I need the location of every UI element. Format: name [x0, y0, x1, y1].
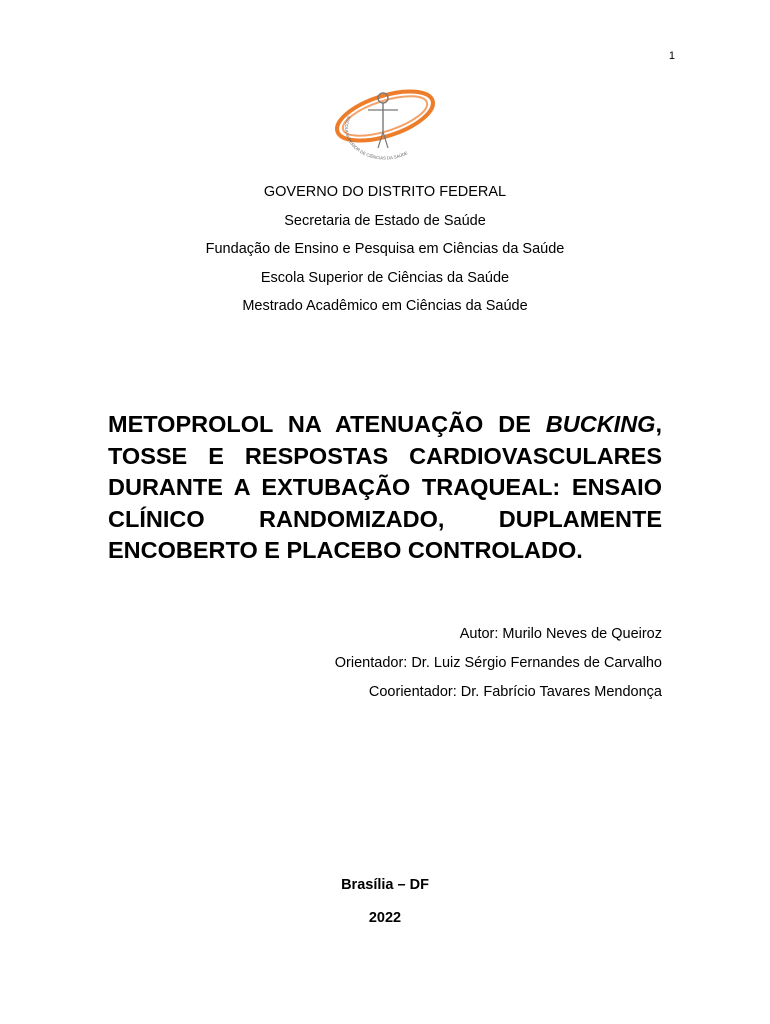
coadvisor-name: Coorientador: Dr. Fabrício Tavares Mendonça	[368, 684, 662, 700]
advisor-name: Orientador: Dr. Luiz Sérgio Fernandes de Carvalho	[334, 655, 662, 671]
title-line-1-suffix: ,	[655, 411, 662, 437]
institution-secretariat: Secretaria de Estado de Saúde	[284, 212, 486, 229]
institution-header	[0, 178, 770, 321]
author-name: Autor: Murilo Neves de Queiroz	[459, 626, 662, 642]
svg-text:ESCOLA SUPERIOR DE CIÊNCIAS DA: ESCOLA SUPERIOR DE CIÊNCIAS DA SAÚDE	[343, 115, 409, 161]
escs-logo-icon	[330, 82, 440, 162]
title-line-2: TOSSE E RESPOSTAS CARDIOVASCULARES	[108, 442, 662, 469]
authors-block	[0, 620, 662, 707]
footer-block	[0, 877, 770, 930]
title-line-5: ENCOBERTO E PLACEBO CONTROLADO.	[108, 537, 583, 563]
institution-foundation: Fundação de Ensino e Pesquisa em Ciências da Saúde	[205, 241, 565, 257]
title-line-1-prefix: METOPROLOL NA ATENUAÇÃO DE	[108, 411, 531, 437]
footer-year: 2022	[368, 910, 402, 926]
footer-city: Brasília – DF	[341, 877, 429, 893]
title-italic-term: BUCKING	[545, 411, 656, 437]
institution-program: Mestrado Acadêmico em Ciências da Saúde	[242, 298, 528, 314]
title-line-3: DURANTE A EXTUBAÇÃO TRAQUEAL: ENSAIO	[108, 474, 662, 500]
title-line-1	[108, 409, 662, 441]
title-line-4: CLÍNICO RANDOMIZADO, DUPLAMENTE	[108, 505, 662, 532]
institution-government: GOVERNO DO DISTRITO FEDERAL	[263, 184, 507, 200]
page-number: 1	[668, 50, 675, 62]
thesis-title	[108, 409, 662, 567]
institution-school: Escola Superior de Ciências da Saúde	[260, 269, 510, 286]
